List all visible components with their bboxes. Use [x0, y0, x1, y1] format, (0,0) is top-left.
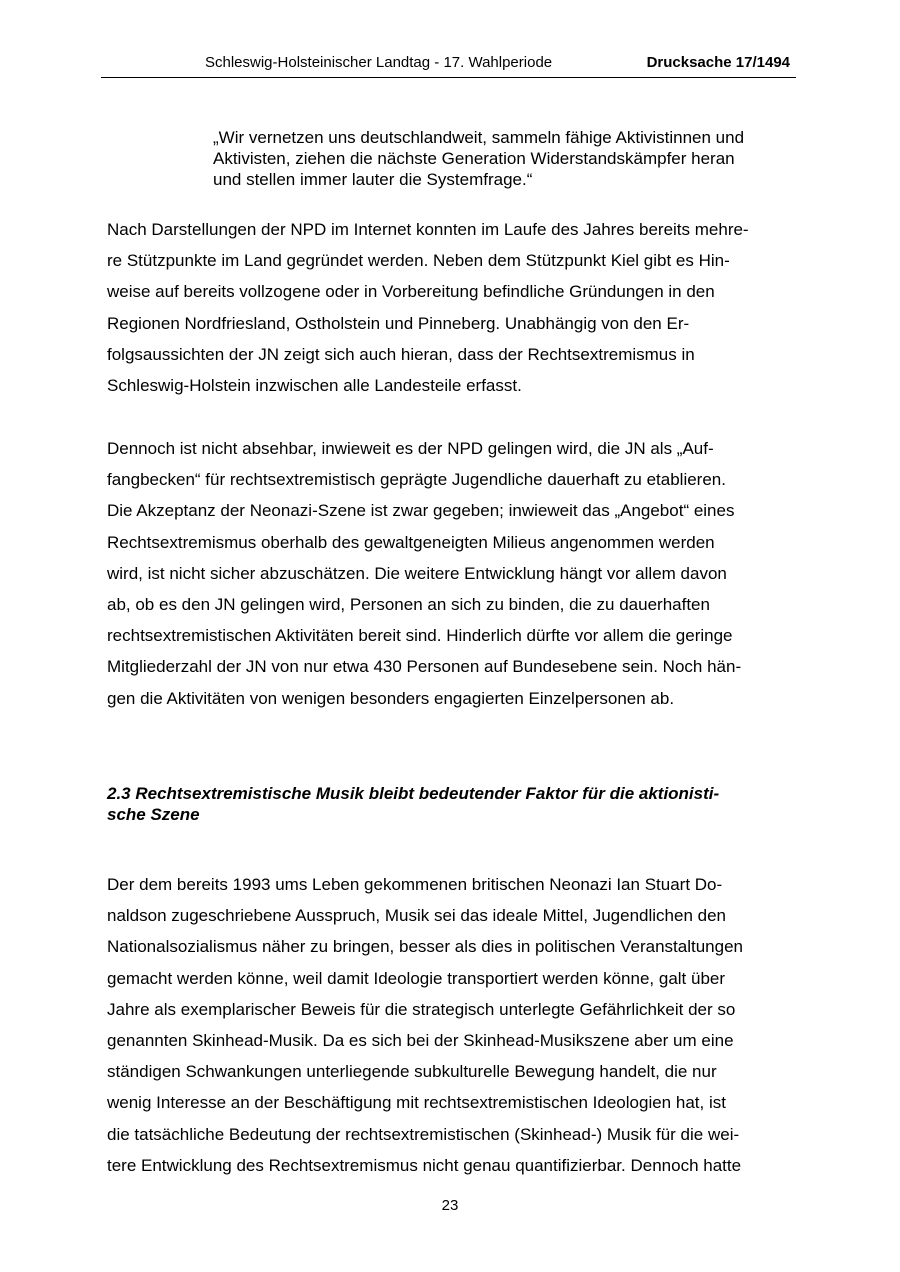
paragraph-line: ab, ob es den JN gelingen wird, Personen an sich zu binden, die zu dauerhaften — [107, 594, 710, 614]
paragraph-line: Schleswig-Holstein inzwischen alle Landesteile erfasst. — [107, 375, 522, 395]
paragraph-line: Dennoch ist nicht absehbar, inwieweit es der NPD gelingen wird, die JN als „Auf- — [107, 439, 714, 458]
paragraph-line: folgsaussichten der JN zeigt sich auch hieran, dass der Rechtsextremismus in — [107, 344, 695, 364]
paragraph-line: Regionen Nordfriesland, Ostholstein und Pinneberg. Unabhängig von den Er- — [107, 313, 690, 333]
paragraph-line: Die Akzeptanz der Neonazi-Szene ist zwar gegeben; inwieweit das „Angebot“ eines — [107, 501, 735, 521]
quote-line: und stellen immer lauter die Systemfrage.“ — [213, 170, 533, 189]
paragraph-line: fangbecken“ für rechtsextremistisch geprägte Jugendliche dauerhaft zu etablieren. — [107, 470, 726, 490]
paragraph-line: gen die Aktivitäten von wenigen besonders engagierten Einzelpersonen ab. — [107, 688, 675, 708]
paragraph-line: tere Entwicklung des Rechtsextremismus nicht genau quantifizierbar. Dennoch hatte — [107, 1155, 742, 1175]
paragraph-line: genannten Skinhead-Musik. Da es sich bei der Skinhead-Musikszene aber um eine — [107, 1030, 734, 1050]
page-number: 23 — [441, 1197, 459, 1214]
paragraph-line: Nach Darstellungen der NPD im Internet konnten im Laufe des Jahres bereits mehre- — [107, 220, 749, 239]
header-document-number: Drucksache 17/1494 — [646, 54, 790, 71]
paragraph-2 — [107, 433, 807, 714]
paragraph-line: re Stützpunkte im Land gegründet werden. Neben dem Stützpunkt Kiel gibt es Hin- — [107, 251, 730, 271]
paragraph-line: Mitgliederzahl der JN von nur etwa 430 Personen auf Bundesebene sein. Noch hän- — [107, 657, 742, 677]
quote-line: „Wir vernetzen uns deutschlandweit, sammeln fähige Aktivistinnen und — [213, 128, 745, 147]
paragraph-line: ständigen Schwankungen unterliegende subkulturelle Bewegung handelt, die nur — [107, 1062, 717, 1082]
paragraph-line: naldson zugeschriebene Ausspruch, Musik sei das ideale Mittel, Jugendlichen den — [107, 906, 726, 926]
quote-line: Aktivisten, ziehen die nächste Generation Widerstandskämpfer heran — [213, 149, 735, 168]
paragraph-line: Jahre als exemplarischer Beweis für die strategisch unterlegte Gefährlichkeit der so — [107, 999, 736, 1019]
paragraph-1 — [107, 214, 807, 401]
paragraph-line: wird, ist nicht sicher abzuschätzen. Die weitere Entwicklung hängt vor allem davon — [107, 563, 727, 583]
paragraph-line: Rechtsextremismus oberhalb des gewaltgeneigten Milieus angenommen werden — [107, 532, 715, 552]
paragraph-line: rechtsextremistischen Aktivitäten bereit sind. Hinderlich dürfte vor allem die geringe — [107, 626, 733, 646]
paragraph-3 — [107, 869, 807, 1181]
paragraph-line: Nationalsozialismus näher zu bringen, besser als dies in politischen Veranstaltungen — [107, 937, 743, 957]
paragraph-line: die tatsächliche Bedeutung der rechtsextremistischen (Skinhead-) Musik für die wei- — [107, 1124, 740, 1144]
paragraph-line: wenig Interesse an der Beschäftigung mit rechtsextremistischen Ideologien hat, ist — [107, 1093, 726, 1113]
paragraph-line: gemacht werden könne, weil damit Ideologie transportiert werden könne, galt über — [107, 968, 726, 988]
section-heading-line: 2.3 Rechtsextremistische Musik bleibt bedeutender Faktor für die aktionisti- — [107, 784, 720, 803]
section-heading — [107, 783, 807, 825]
section-heading-line: sche Szene — [107, 805, 200, 824]
paragraph-line: Der dem bereits 1993 ums Leben gekommenen britischen Neonazi Ian Stuart Do- — [107, 875, 723, 894]
header-title: Schleswig-Holsteinischer Landtag - 17. Wahlperiode — [205, 54, 553, 71]
page-header — [101, 50, 796, 78]
paragraph-line: weise auf bereits vollzogene oder in Vorbereitung befindliche Gründungen in den — [107, 282, 715, 302]
block-quote — [213, 127, 803, 190]
